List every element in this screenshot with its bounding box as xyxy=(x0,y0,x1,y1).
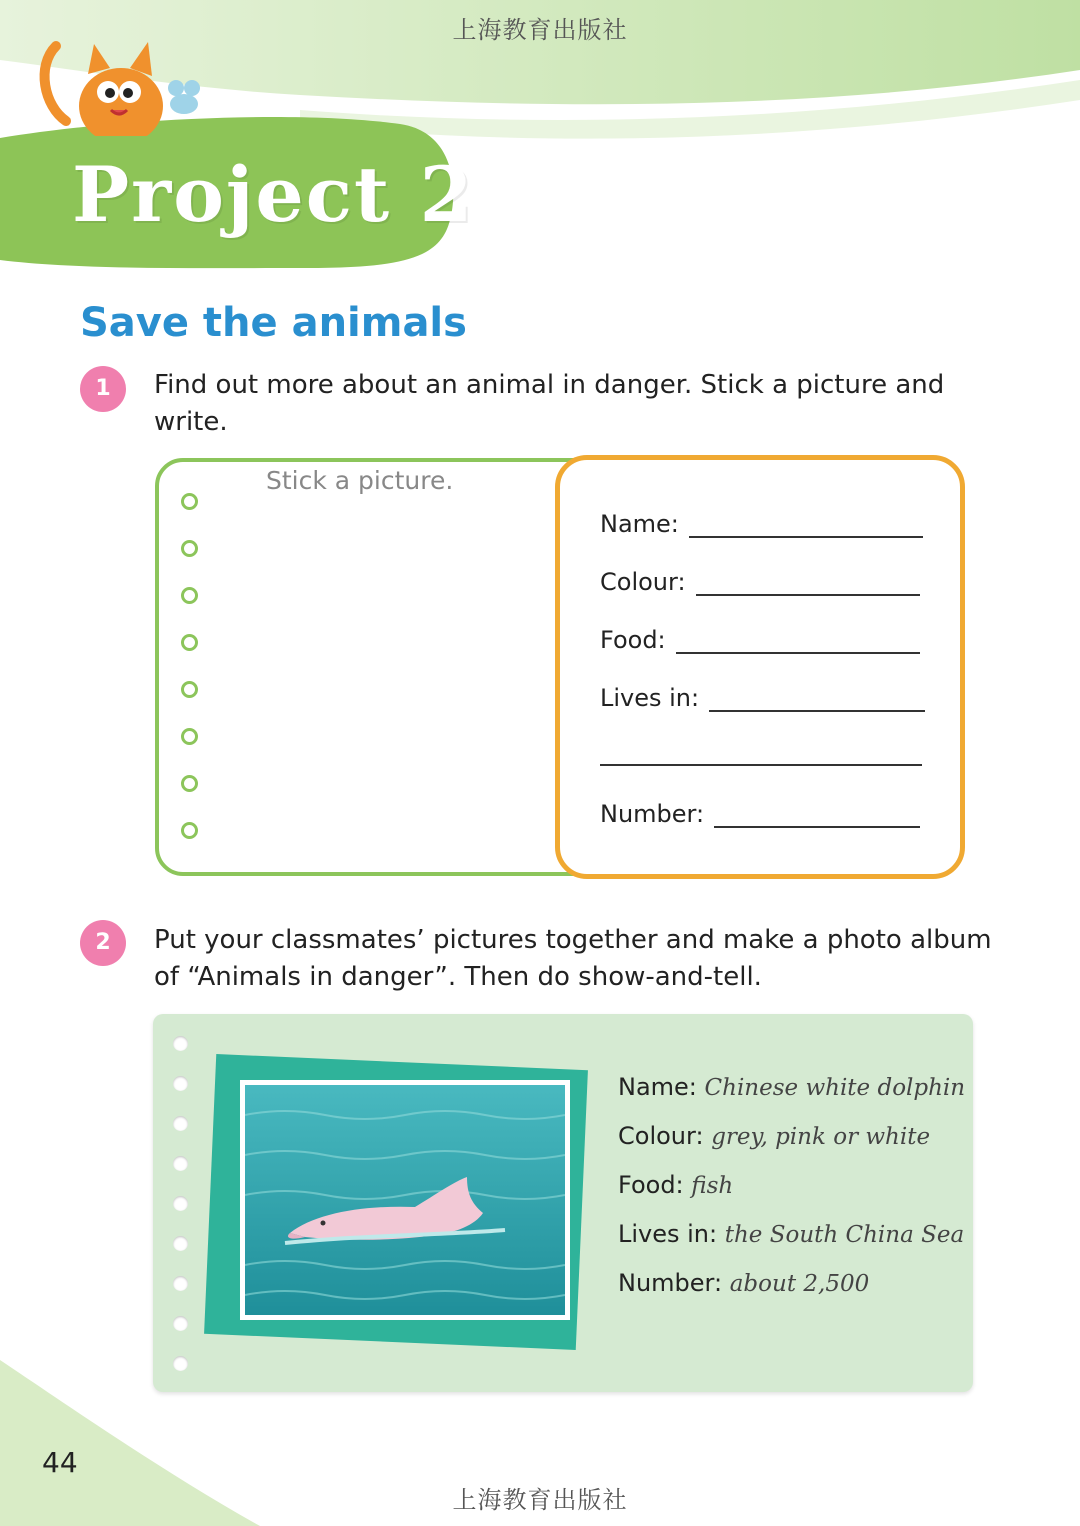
step-1-instruction-line: Find out more about an animal in danger. Stick a picture and xyxy=(154,370,945,400)
step-1-instruction xyxy=(154,367,944,441)
project-title: Project 2 xyxy=(72,150,475,239)
example-colour-value: grey, pink or white xyxy=(711,1124,931,1150)
name-label: Name: xyxy=(600,510,679,538)
binder-hole xyxy=(173,1316,188,1331)
number-field[interactable] xyxy=(600,800,920,828)
example-lives-label: Lives in: xyxy=(618,1220,718,1248)
binder-ring xyxy=(181,775,198,792)
example-name xyxy=(618,1073,965,1101)
binder-ring xyxy=(181,540,198,557)
lives-in-line[interactable] xyxy=(709,688,925,712)
binder-ring xyxy=(181,634,198,651)
lives-in-field[interactable] xyxy=(600,684,925,712)
step-2-instruction xyxy=(154,922,992,996)
example-food-label: Food: xyxy=(618,1171,684,1199)
dolphin-image-icon xyxy=(245,1085,565,1315)
publisher-top: 上海教育出版社 xyxy=(452,16,628,44)
example-lives-in xyxy=(618,1220,964,1248)
step-1-badge: 1 xyxy=(80,366,126,412)
page-number: 44 xyxy=(42,1446,78,1479)
binder-ring xyxy=(181,822,198,839)
name-line[interactable] xyxy=(689,514,923,538)
binder-hole xyxy=(173,1116,188,1131)
step-1-instruction-line: write. xyxy=(154,407,228,437)
example-number-value: about 2,500 xyxy=(729,1271,870,1297)
number-label: Number: xyxy=(600,800,705,828)
example-food xyxy=(618,1171,733,1199)
colour-label: Colour: xyxy=(600,568,686,596)
binder-hole xyxy=(173,1076,188,1091)
name-field[interactable] xyxy=(600,510,923,538)
example-colour-label: Colour: xyxy=(618,1122,704,1150)
example-lives-value: the South China Sea xyxy=(724,1222,965,1248)
food-line[interactable] xyxy=(676,630,920,654)
binder-hole xyxy=(173,1236,188,1251)
dolphin-photo xyxy=(240,1080,570,1320)
binder-hole xyxy=(173,1356,188,1371)
example-food-value: fish xyxy=(691,1173,734,1199)
food-field[interactable] xyxy=(600,626,920,654)
lives-in-extra-field[interactable] xyxy=(600,742,922,766)
step-2-instruction-line: of “Animals in danger”. Then do show-and-tell. xyxy=(154,962,762,992)
colour-field[interactable] xyxy=(600,568,920,596)
colour-line[interactable] xyxy=(696,572,920,596)
cat-mascot-icon xyxy=(26,26,216,136)
binder-ring xyxy=(181,728,198,745)
lives-in-label: Lives in: xyxy=(600,684,700,712)
example-name-label: Name: xyxy=(618,1073,697,1101)
example-colour xyxy=(618,1122,930,1150)
extra-line[interactable] xyxy=(600,742,922,766)
step-2-badge: 2 xyxy=(80,920,126,966)
binder-ring xyxy=(181,587,198,604)
publisher-bottom: 上海教育出版社 xyxy=(452,1486,628,1514)
step-2-instruction-line: Put your classmates’ pictures together and make a photo album xyxy=(154,925,992,955)
binder-ring xyxy=(181,681,198,698)
picture-area[interactable] xyxy=(155,458,605,876)
binder-hole xyxy=(173,1036,188,1051)
example-number xyxy=(618,1269,869,1297)
example-name-value: Chinese white dolphin xyxy=(704,1075,966,1101)
stick-picture-hint: Stick a picture. xyxy=(266,466,454,495)
binder-hole xyxy=(173,1196,188,1211)
binder-hole xyxy=(173,1156,188,1171)
example-number-label: Number: xyxy=(618,1269,723,1297)
section-title: Save the animals xyxy=(80,300,467,346)
binder-ring xyxy=(181,493,198,510)
number-line[interactable] xyxy=(714,804,920,828)
food-label: Food: xyxy=(600,626,666,654)
binder-hole xyxy=(173,1276,188,1291)
